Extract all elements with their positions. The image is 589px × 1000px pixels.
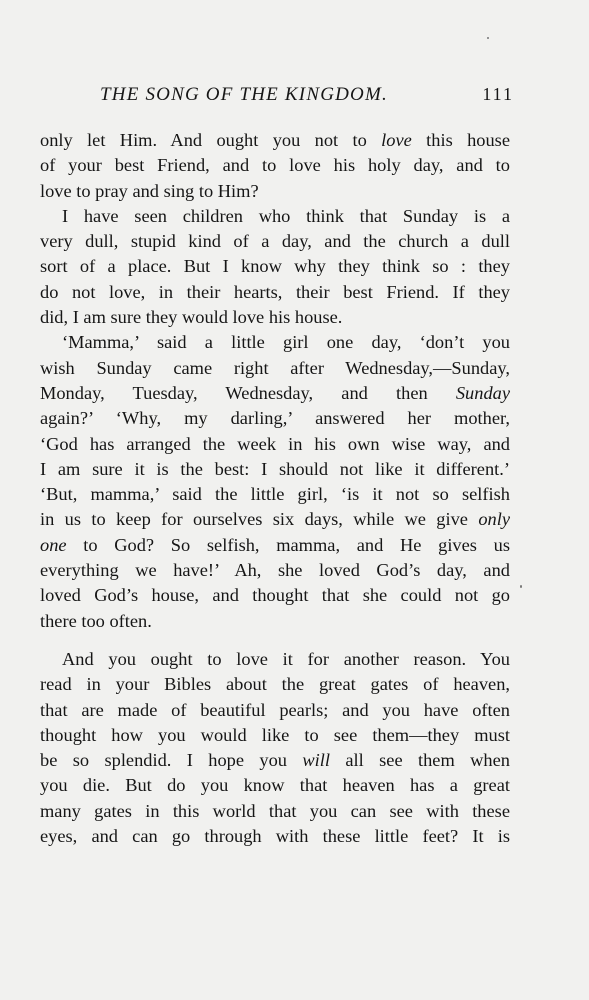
text-line: love to pray and sing to Him? <box>40 180 259 201</box>
text-line: be so splendid. I hope you will all see them when <box>40 750 510 771</box>
text-line: one to God? So selfish, mamma, and He gives us <box>40 534 510 555</box>
paragraph <box>40 647 510 849</box>
text-line: thought how you would like to see them—they must <box>40 724 510 745</box>
print-speck <box>487 37 489 39</box>
paragraph <box>40 128 510 204</box>
text-line: many gates in this world that you can see with these <box>40 800 510 821</box>
text-line: loved God’s house, and thought that she could not go <box>40 585 510 606</box>
text-line: eyes, and can go through with these little feet? It is <box>40 826 510 847</box>
running-header <box>100 84 520 106</box>
paragraph <box>40 204 510 330</box>
text-line: do not love, in their hearts, their best Friend. If they <box>40 281 510 302</box>
italic-emphasis: will <box>302 750 330 771</box>
body-text <box>40 128 510 849</box>
print-speck <box>520 585 522 588</box>
italic-emphasis: Sunday <box>455 382 510 403</box>
text-line: only let Him. And ought you not to love this house <box>40 130 510 150</box>
text-line: read in your Bibles about the great gates of heaven, <box>40 674 510 695</box>
text-line: Monday, Tuesday, Wednesday, and then Sunday <box>40 382 510 403</box>
text-line: that are made of beautiful pearls; and you have often <box>40 699 510 720</box>
text-line: very dull, stupid kind of a day, and the church a dull <box>40 231 510 252</box>
text-line: you die. But do you know that heaven has a great <box>40 775 510 796</box>
text-line: everything we have!’ Ah, she loved God’s day, and <box>40 560 510 581</box>
page-number: 111 <box>482 84 514 104</box>
text-line: ‘But, mamma,’ said the little girl, ‘is it not so selfish <box>40 484 510 505</box>
italic-emphasis: one <box>40 534 67 555</box>
text-line: I have seen children who think that Sunday is a <box>62 205 510 226</box>
text-line: in us to keep for ourselves six days, while we give only <box>40 509 510 530</box>
text-line: ‘Mamma,’ said a little girl one day, ‘don’t you <box>62 332 510 353</box>
italic-emphasis: only <box>478 509 510 530</box>
text-line: And you ought to love it for another reason. You <box>62 648 510 669</box>
italic-emphasis: love <box>381 130 412 150</box>
paragraph <box>40 330 510 634</box>
text-line: wish Sunday came right after Wednesday,—Sunday, <box>40 357 510 378</box>
paragraph-gap <box>40 634 510 647</box>
text-line: ‘God has arranged the week in his own wise way, and <box>40 433 510 454</box>
text-line: did, I am sure they would love his house. <box>40 307 343 328</box>
text-line: of your best Friend, and to love his holy day, and to <box>40 155 510 176</box>
running-title: THE SONG OF THE KINGDOM. <box>100 84 388 105</box>
text-line: again?’ ‘Why, my darling,’ answered her mother, <box>40 408 510 429</box>
text-line: I am sure it is the best: I should not like it different.’ <box>40 458 510 479</box>
text-line: sort of a place. But I know why they think so : they <box>40 256 510 277</box>
text-line: there too often. <box>40 610 152 631</box>
